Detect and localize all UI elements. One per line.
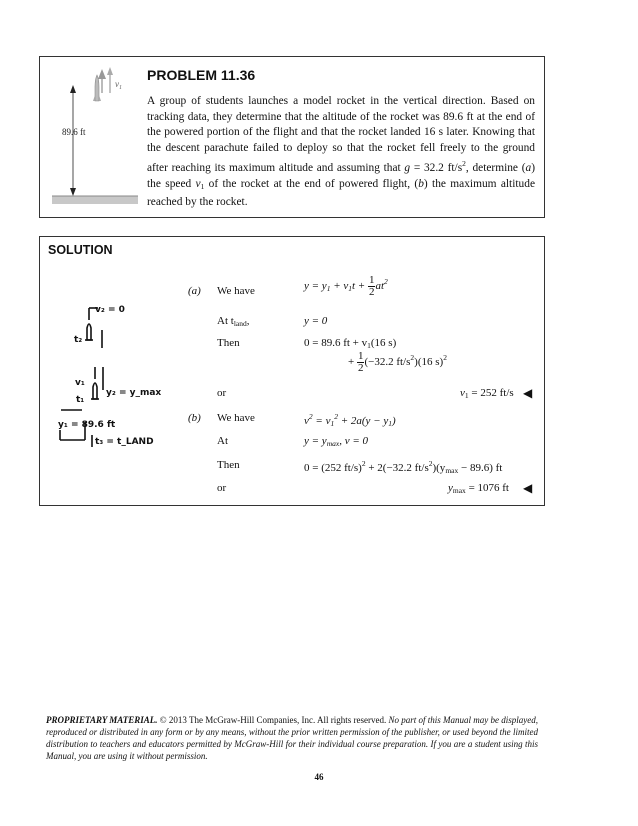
hw-t2: t₂ <box>74 335 83 345</box>
part-b-then: Then <box>217 459 240 471</box>
part-a-y-eq-0: y = 0 <box>304 315 328 327</box>
part-b-answer: $y_{max} = 1076$ ft <box>448 482 509 495</box>
page-number: 46 <box>314 772 324 782</box>
part-b-eq1: $v^2 = v_1^2 + 2a(y - y_1)$ <box>304 412 396 428</box>
part-a-we-have: We have <box>217 285 255 297</box>
rocket-figure <box>40 57 146 217</box>
part-b-at-cond: $y = y_{max}$, v = 0 <box>304 435 368 448</box>
answer-arrow-a: ◀ <box>523 386 533 400</box>
solution-box <box>39 236 545 506</box>
part-b-label: (b) <box>188 412 201 424</box>
problem-title: PROBLEM 11.36 <box>147 67 256 83</box>
hw-y2: y₂ = y_max <box>106 388 162 398</box>
hw-t1: t₁ <box>76 395 85 405</box>
ground <box>52 196 138 204</box>
answer-arrow-b: ◀ <box>523 481 533 495</box>
part-b-we-have: We have <box>217 412 255 424</box>
problem-box <box>39 56 545 218</box>
part-a-at-label: At $t_{land}$, <box>217 315 250 328</box>
problem-statement: A group of students launches a model rocket in the vertical direction. Based on tracking data, they determine that the altitude of the rocket was 89.6 ft at the end of the powered portion of the flight and that the rocket landed 16 s later. Knowing that the descent parachute failed to deploy so that the rocket fell freely to the ground after reaching its maximum altitude and assuming that g = 32.2 $ft/s^2$, determine (a) the speed $v_1$ of the rocket at the end of powered flight, (b) the maximum altitude reached by the rocket. <box>147 95 536 208</box>
hw-y1: y₁ = 89.6 ft <box>58 420 116 430</box>
part-b-or: or <box>217 482 227 494</box>
height-label: 89.6 ft <box>62 127 86 137</box>
hw-v1: v₁ <box>75 378 85 388</box>
part-a-or: or <box>217 387 227 399</box>
hw-t3: t₃ = t_LAND <box>95 437 154 447</box>
velocity-label: $v_1$ <box>115 79 122 91</box>
rocket-icon <box>93 67 113 101</box>
part-a-eq2-line1: 0 = 89.6 ft + $v_1(16$ s) <box>304 337 397 350</box>
solution-title: SOLUTION <box>48 243 113 257</box>
part-a-eq2-line2: + $\frac{1}{2}$ (−32.2 $ft/s^2)(16$ s)$^2$ <box>348 350 447 374</box>
handwritten-sketch <box>40 292 162 492</box>
copyright-footer: PROPRIETARY MATERIAL. © 2013 The McGraw-Hill Companies, Inc. All rights reserved. No part of this Manual may be displayed, reproduced or distributed in any form or by any means, without the prior written permission of the publisher, or used beyond the limited distribution to teachers and educators permitted by McGraw-Hill for their individual course preparation. If you are a student using this Manual, you are using it without permission. <box>46 715 538 761</box>
part-a-eq1: $y = y_1 + v_1t$ + $\frac{1}{2}$ $at^2$ <box>304 274 388 298</box>
part-b-at: At <box>217 435 228 447</box>
part-b-eq2: 0 = (252 ft/s)$^2$ + 2(−32.2 $ft/s^2)(y_{max} - 89.6)$ ft <box>304 459 503 475</box>
hw-v2: v₂ = 0 <box>95 305 125 315</box>
part-a-label: (a) <box>188 285 201 297</box>
part-a-answer: $v_1 = 252$ ft/s <box>460 387 514 400</box>
part-a-then: Then <box>217 337 240 349</box>
